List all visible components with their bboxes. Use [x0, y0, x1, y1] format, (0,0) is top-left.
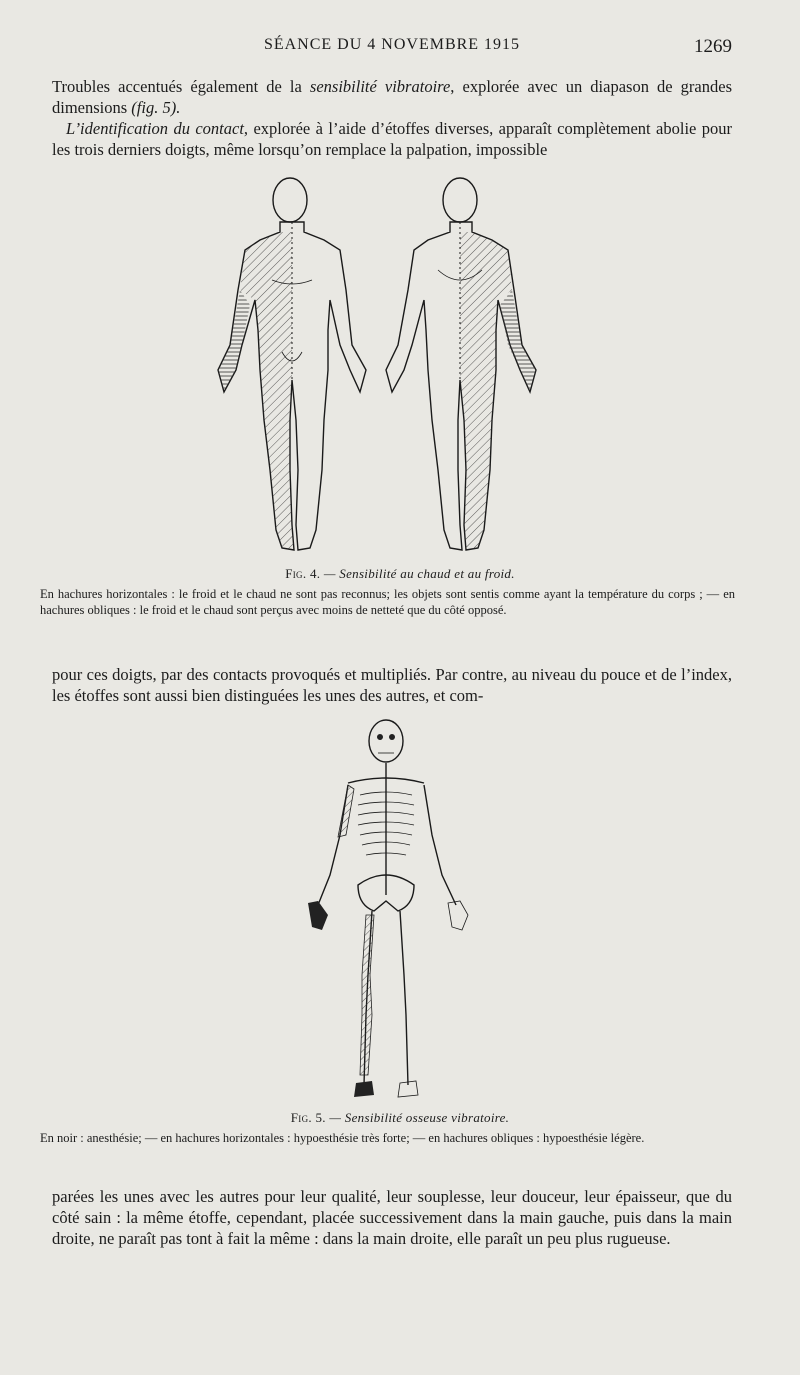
- back-right-arm-horizontal-hatch: [500, 290, 536, 392]
- front-head: [273, 178, 307, 222]
- paragraph-text: parées les unes avec les autres pour leur qualité, leur souplesse, leur douceur, leur épaisseur, que du côté sain : la même étoffe, cependant, placée successivement dans la main gauche, puis dans la main droite, ne paraît pas tont à fait la même : dans la main droite, elle paraît un peu plus rugueuse.: [52, 1187, 732, 1248]
- left-arm-hatched: [338, 785, 354, 837]
- left-humerus-radius: [318, 785, 348, 905]
- back-head: [443, 178, 477, 222]
- right-femur-tibia: [400, 911, 408, 1085]
- running-header: [52, 36, 732, 60]
- figure-5-title: — Sensibilité osseuse vibratoire.: [329, 1110, 510, 1125]
- front-left-arm-horizontal-hatch: [218, 290, 250, 392]
- body-diagram-svg: [200, 170, 570, 560]
- left-hand-black: [308, 901, 328, 930]
- text-segment: , explorée avec un diapason de grandes dimensions: [52, 77, 732, 117]
- paragraph-vibratory: [52, 76, 732, 160]
- paragraph-line-2: [52, 118, 732, 160]
- figure-5-legend: En noir : anesthésie; — en hachures horizontales : hypoesthésie très forte; — en hachures obliques : hypoesthésie légère.: [40, 1131, 645, 1145]
- figure-4-title: — Sensibilité au chaud et au froid.: [323, 566, 515, 581]
- back-body: [386, 178, 536, 550]
- front-hatched-left-side: [240, 232, 294, 550]
- text-segment: , explorée à l’aide d’étoffes diverses, apparaît complètement abolie pour les trois derniers doigts, même lorsqu’on remplace la palpation, impossible: [52, 119, 732, 159]
- skeleton-diagram-svg: [288, 715, 488, 1100]
- back-hatched-right-side: [460, 232, 512, 550]
- paragraph-line-1: [52, 76, 732, 118]
- running-title: SÉANCE DU 4 NOVEMBRE 1915: [263, 36, 521, 53]
- right-hand: [448, 901, 468, 930]
- figure-reference: (fig. 5).: [131, 98, 181, 117]
- italic-term: L’identification du contact: [66, 119, 244, 138]
- right-humerus-radius: [424, 785, 456, 905]
- figure-4-caption: [0, 566, 800, 582]
- left-leg-hatched: [360, 915, 374, 1075]
- figure-5-label: Fig. 5.: [290, 1110, 326, 1125]
- front-body: [218, 178, 366, 550]
- skull-eye-right: [389, 734, 395, 740]
- paragraph-contacts: [52, 664, 732, 706]
- skull-eye-left: [377, 734, 383, 740]
- paragraph-text: pour ces doigts, par des contacts provoqués et multipliés. Par contre, au niveau du pouce et de l’index, les étoffes sont aussi bien distinguées les unes des autres, et com-: [52, 665, 732, 705]
- page-number: 1269: [694, 36, 732, 57]
- figure-4-legend: En hachures horizontales : le froid et le chaud ne sont pas reconnus; les objets sont sentis comme ayant la température du corps ; — en hachures obliques : le froid et le chaud sont perçus avec moins de netteté que du côté opposé.: [40, 587, 735, 617]
- text-segment: Troubles accentués également de la: [52, 77, 310, 96]
- italic-term: sensibilité vibratoire: [309, 77, 451, 96]
- figure-4-label: Fig. 4.: [285, 566, 321, 581]
- left-foot-black: [354, 1081, 374, 1097]
- paragraph-comparison: [52, 1186, 732, 1249]
- figure-5-caption: [0, 1110, 800, 1126]
- skull: [369, 720, 403, 762]
- figure-4-illustration: [200, 170, 570, 560]
- figure-5-illustration: [288, 715, 488, 1100]
